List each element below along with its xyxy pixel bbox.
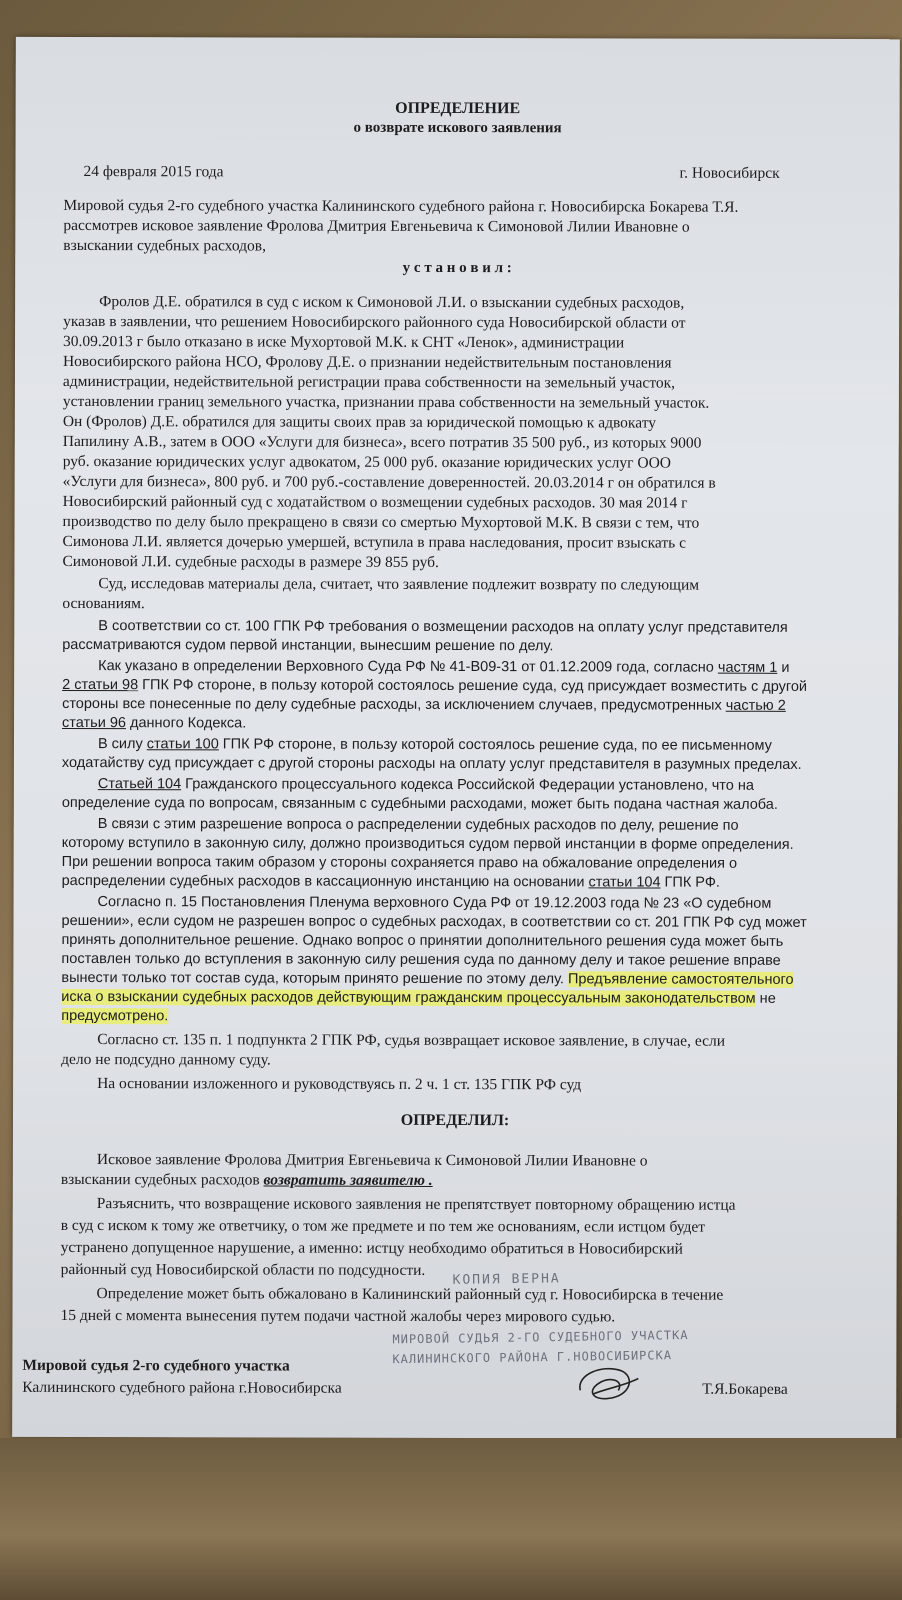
signature-position: Калининского судебного района г.Новосибирска <box>22 1378 342 1397</box>
art100-line: В силу статьи 100 ГПК РФ стороне, в пользу которой состоялось решение суда, по ее письменному <box>97 736 772 754</box>
law-link[interactable]: частям 1 <box>717 659 778 676</box>
facts-line: «Услуги для бизнеса», 800 руб. и 700 руб.-составление доверенностей. 20.03.2014 г он обратился в <box>62 472 716 492</box>
appeal-line: Определение может быть обжаловано в Калининский районный суд г. Новосибирска в течение <box>96 1285 724 1304</box>
highlighted-text: иска о взыскании судебных расходов действующим гражданским процессуальным законодательством <box>61 988 756 1007</box>
explain-line: в суд с иском к тому же ответчику, о том же предмете и по тем же основаниям, если истцом будет <box>60 1216 706 1236</box>
facts-line: Симоновой Л.И. судебные расходы в размере 39 855 руб. <box>62 552 439 571</box>
supreme-line: 2 статьи 98 ГПК РФ стороне, в пользу которой состоялось решение суда, суд присуждает возместить с другой <box>62 676 808 695</box>
supreme-line: стороны все понесенные по делу судебные расходы, за исключением случаев, предусмотренных частью 2 <box>62 695 786 714</box>
facts-line: Симонова Л.И. является дочерью умершей, вступила в права наследования, просит взыскать с <box>62 532 687 552</box>
stamp-copy-true: КОПИЯ ВЕРНА <box>452 1271 561 1288</box>
explain-line: районный суд Новосибирской области по подсудности. <box>60 1260 426 1279</box>
facts-line: администрации, недействительной регистрации права собственности на земельный участок, <box>62 372 676 392</box>
art104-line: определение суда по вопросам, связанным с судебными расходами, может быть подана частная жалоба. <box>61 794 778 813</box>
intro-line: взыскании судебных расходов, <box>63 236 267 255</box>
document-subtitle: о возврате искового заявления <box>353 119 562 137</box>
highlighted-text: предусмотрено. <box>61 1007 169 1025</box>
law-link[interactable]: Статьей 104 <box>97 776 182 793</box>
legal-line: рассматриваются судом первой инстанции, вынесшим решение по делу. <box>62 636 554 655</box>
facts-line: Папилину А.В., затем в ООО «Услуги для бизнеса», всего потратив 35 500 руб., из которых 9000 <box>62 432 702 452</box>
stamp-line: КАЛИНИНСКОГО РАЙОНА Г.НОВОСИБИРСКА <box>392 1348 673 1367</box>
facts-line: 30.09.2013 г было отказано в иске Мухортовой М.К. к СНТ «Ленок», администрации <box>63 332 625 352</box>
document-title: ОПРЕДЕЛЕНИЕ <box>395 99 521 118</box>
stamp-line: МИРОВОЙ СУДЬЯ 2-ГО СУДЕБНОГО УЧАСТКА <box>392 1328 689 1347</box>
decision-line: Исковое заявление Фролова Дмитрия Евгеньевича к Симоновой Лилии Ивановне о <box>96 1151 648 1170</box>
connection-line: В связи с этим разрешение вопроса о распределении судебных расходов по делу, решение по <box>97 816 739 834</box>
signature-position: Мировой судья 2-го судебного участка <box>22 1356 290 1375</box>
plenum-line: поставлен только до вступления в законную силу решения суда по данному делу и такое решение вправе <box>61 950 781 969</box>
law-link[interactable]: 2 статьи 98 <box>62 676 139 694</box>
facts-line: указав в заявлении, что решением Новосибирского районного суда Новосибирской области от <box>63 312 686 332</box>
court-line: основаниям. <box>62 594 145 613</box>
desk-surface <box>0 1438 902 1600</box>
plenum-line: Согласно п. 15 Постановления Пленума верховного Суда РФ от 19.12.2003 года № 23 «О судебном <box>97 894 772 912</box>
plenum-line: вынести только тот состав суда, которым принято решение по этому делу. Предъявление самостоятельного <box>61 969 794 988</box>
art104-line: Статьей 104 Гражданского процессуального кодекса Российской Федерации установлено, что на <box>97 776 754 794</box>
art135-line: дело не подсудно данному суду. <box>61 1050 271 1069</box>
intro-line: рассмотрев исковое заявление Фролова Дмитрия Евгеньевича к Симоновой Лилии Ивановне о <box>63 216 690 236</box>
appeal-line: 15 дней с момента вынесения путем подачи частной жалобы через мирового судью. <box>60 1306 616 1326</box>
supreme-line: статьи 96 данного Кодекса. <box>62 714 247 732</box>
intro-line: Мировой судья 2-го судебного участка Калининского судебного района г. Новосибирска Бокарева Т.Я. <box>63 196 739 216</box>
law-link[interactable]: статьи 104 <box>588 874 661 891</box>
document-city: г. Новосибирск <box>679 164 780 182</box>
plenum-line: иска о взыскании судебных расходов действующим гражданским процессуальным законодательством не <box>61 988 776 1007</box>
connection-line: При решении вопроса таким образом у стороны сохраняется право на обжалование определения о <box>61 853 738 872</box>
law-link[interactable]: частью 2 <box>725 697 786 714</box>
legal-line: В соответствии со ст. 100 ГПК РФ требования о возмещении расходов на оплату услуг представителя <box>98 618 788 636</box>
supreme-line: Как указано в определении Верховного Суда РФ № 41-В09-31 от 01.12.2009 года, согласно частям 1 и <box>98 658 790 676</box>
established-heading: у с т а н о в и л : <box>402 259 512 277</box>
document-date: 24 февраля 2015 года <box>83 163 224 181</box>
explain-line: Разъяснить, что возвращение искового заявления не препятствует повторному обращению истца <box>96 1195 736 1214</box>
handwritten-signature-icon <box>572 1360 642 1404</box>
law-link[interactable]: статьи 100 <box>146 736 219 753</box>
return-to-applicant: возвратить заявителю . <box>263 1171 433 1189</box>
plenum-line: принять дополнительное решение. Однако вопрос о принятии дополнительного решения суда может быть <box>61 931 784 950</box>
connection-line: которому вступило в законную силу, должно производиться судом первой инстанции в форме определения. <box>61 834 794 853</box>
law-link[interactable]: статьи 96 <box>62 714 126 732</box>
art100-line: ходатайству суд присуждает с другой стороны расходы на оплату услуг представителя в разумных пределах. <box>61 754 802 773</box>
decided-heading: ОПРЕДЕЛИЛ: <box>400 1111 510 1130</box>
facts-line: производство по делу было прекращено в связи со смертью Мухортовой М.К. В связи с тем, что <box>62 512 700 532</box>
art135-line: Согласно ст. 135 п. 1 подпункта 2 ГПК РФ, судья возвращает исковое заявление, в случае, если <box>97 1031 726 1050</box>
facts-line: Он (Фролов) Д.Е. обратился для защиты своих прав за юридической помощью к адвокату <box>62 412 657 432</box>
plenum-line <box>61 1007 168 1025</box>
facts-line: Новосибирского района НСО, Фролову Д.Е. о признании недействительным постановления <box>62 352 672 372</box>
court-line: Суд, исследовав материалы дела, считает, что заявление подлежит возврату по следующим <box>98 575 700 594</box>
basis-line: На основании изложенного и руководствуясь п. 2 ч. 1 ст. 135 ГПК РФ суд <box>97 1075 582 1094</box>
facts-line: руб. оказание юридических услуг адвокатом, 25 000 руб. оказание юридических услуг ООО <box>62 452 672 472</box>
explain-line: устранено допущенное нарушение, а именно: истцу необходимо обратиться в Новосибирский <box>60 1238 683 1258</box>
facts-line: Новосибирский районный суд с ходатайством о возмещении судебных расходов. 30 мая 2014 г <box>62 492 688 512</box>
decision-line: взыскании судебных расходов возвратить заявителю . <box>60 1170 433 1189</box>
facts-line: Фролов Д.Е. обратился в суд с иском к Симоновой Л.И. о взыскании судебных расходов, <box>99 293 685 312</box>
connection-line: распределении судебных расходов в кассационную инстанцию на основании статьи 104 ГПК РФ. <box>61 872 720 891</box>
facts-line: установлении границ земельного участка, признании права собственности на земельный участок. <box>62 392 710 412</box>
plenum-line: решении», если судом не разрешен вопрос о судебных расходах, в соответствии со ст. 201 ГПК РФ суд может <box>61 912 807 931</box>
signature-name: Т.Я.Бокарева <box>702 1380 788 1398</box>
document-sheet <box>12 37 900 1439</box>
highlighted-text: Предъявление самостоятельного <box>567 971 794 988</box>
